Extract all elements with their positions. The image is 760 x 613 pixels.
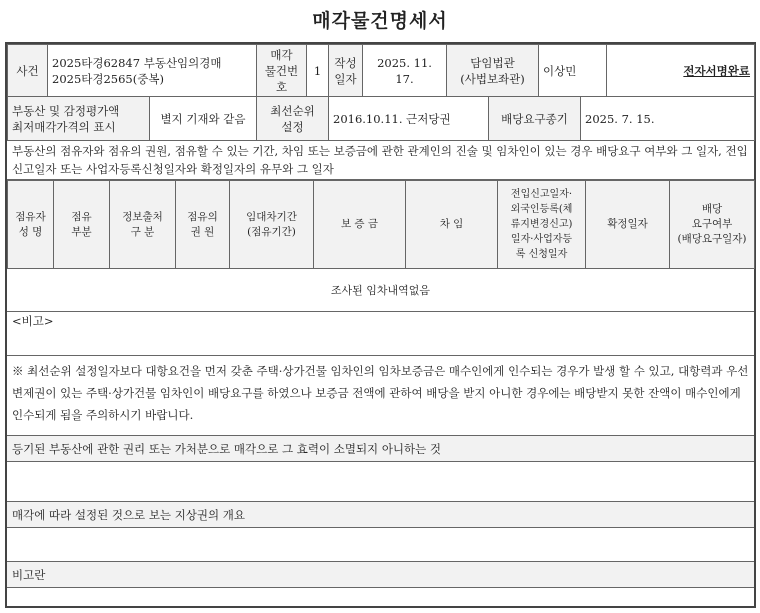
section-surface-rights: 매각에 따라 설정된 것으로 보는 지상권의 개요 (7, 502, 754, 528)
judge-name: 이상민 (539, 45, 607, 97)
electronic-signature: 전자서명완료 (683, 63, 750, 78)
col-lease-period: 임대차기간 (점유기간) (230, 181, 314, 269)
property-table (7, 96, 755, 141)
col-info-source: 정보출처 구 분 (110, 181, 176, 269)
item-number-label: 매각 물건번호 (257, 45, 307, 97)
col-occupant-name: 점유자 성 명 (8, 181, 54, 269)
judge-label: 담임법관 (사법보좌관) (447, 45, 539, 97)
surface-rights-content (7, 528, 754, 562)
remarks-content (7, 588, 754, 606)
section-remarks: 비고란 (7, 562, 754, 588)
written-date-label: 작성 일자 (329, 45, 363, 97)
col-deposit: 보 증 금 (314, 181, 406, 269)
remarks-label: <비고> (7, 312, 754, 356)
signature-cell (607, 45, 755, 97)
written-date: 2025. 11. 17. (363, 45, 447, 97)
no-lease-notice: 조사된 임차내역없음 (7, 268, 754, 312)
case-number-line1: 2025타경62847 부동산임의경매 (52, 55, 222, 70)
property-value: 별지 기재와 같음 (150, 97, 257, 141)
priority-label: 최선순위 설정 (257, 97, 329, 141)
case-label: 사건 (8, 45, 48, 97)
item-number: 1 (307, 45, 329, 97)
col-dividend-request: 배당 요구여부 (배당요구일자) (670, 181, 755, 269)
deadline-value: 2025. 7. 15. (581, 97, 755, 141)
caution-notice: ※ 최선순위 설정일자보다 대항요건을 먼저 갖춘 주택·상가건물 임차인의 임차보증금은 매수인에게 인수되는 경우가 발생 할 수 있고, 대항력과 우선변제권이 있는 주택·상가건물 임차인이 배당요구를 하였으나 보증금 전액에 관하여 배당을 받지 아니한 경우에는 배당받지 못한 잔액이 매수인에게 인수되게 됨을 주의하시기 바랍니다. (7, 356, 754, 436)
document-title: 매각물건명세서 (312, 10, 448, 32)
header-table (7, 44, 755, 97)
col-occupied-part: 점유 부분 (54, 181, 110, 269)
surviving-rights-content (7, 462, 754, 502)
case-number-line2: 2025타경2565(중복) (52, 71, 164, 86)
lease-table (7, 180, 755, 269)
section-surviving-rights: 등기된 부동산에 관한 권리 또는 가처분으로 매각으로 그 효력이 소멸되지 아니하는 것 (7, 436, 754, 462)
priority-value: 2016.10.11. 근저당권 (329, 97, 489, 141)
col-registration-date: 전입신고일자· 외국인등록(체 류지변경신고) 일자·사업자등 록 신청일자 (498, 181, 586, 269)
property-label: 부동산 및 감정평가액 최저매각가격의 표시 (8, 97, 150, 141)
col-fixed-date: 확정일자 (586, 181, 670, 269)
deadline-label: 배당요구종기 (489, 97, 581, 141)
col-occupancy-right: 점유의 권 원 (176, 181, 230, 269)
col-rent: 차 임 (406, 181, 498, 269)
occupancy-description: 부동산의 점유자와 점유의 권원, 점유할 수 있는 기간, 차임 또는 보증금에 관한 관계인의 진술 및 임차인이 있는 경우 배당요구 여부와 그 일자, 전입신고일자 또는 사업자등록신청일자와 확정일자의 유무와 그 일자 (7, 140, 754, 180)
specification-sheet (5, 42, 756, 608)
case-number (48, 45, 257, 97)
